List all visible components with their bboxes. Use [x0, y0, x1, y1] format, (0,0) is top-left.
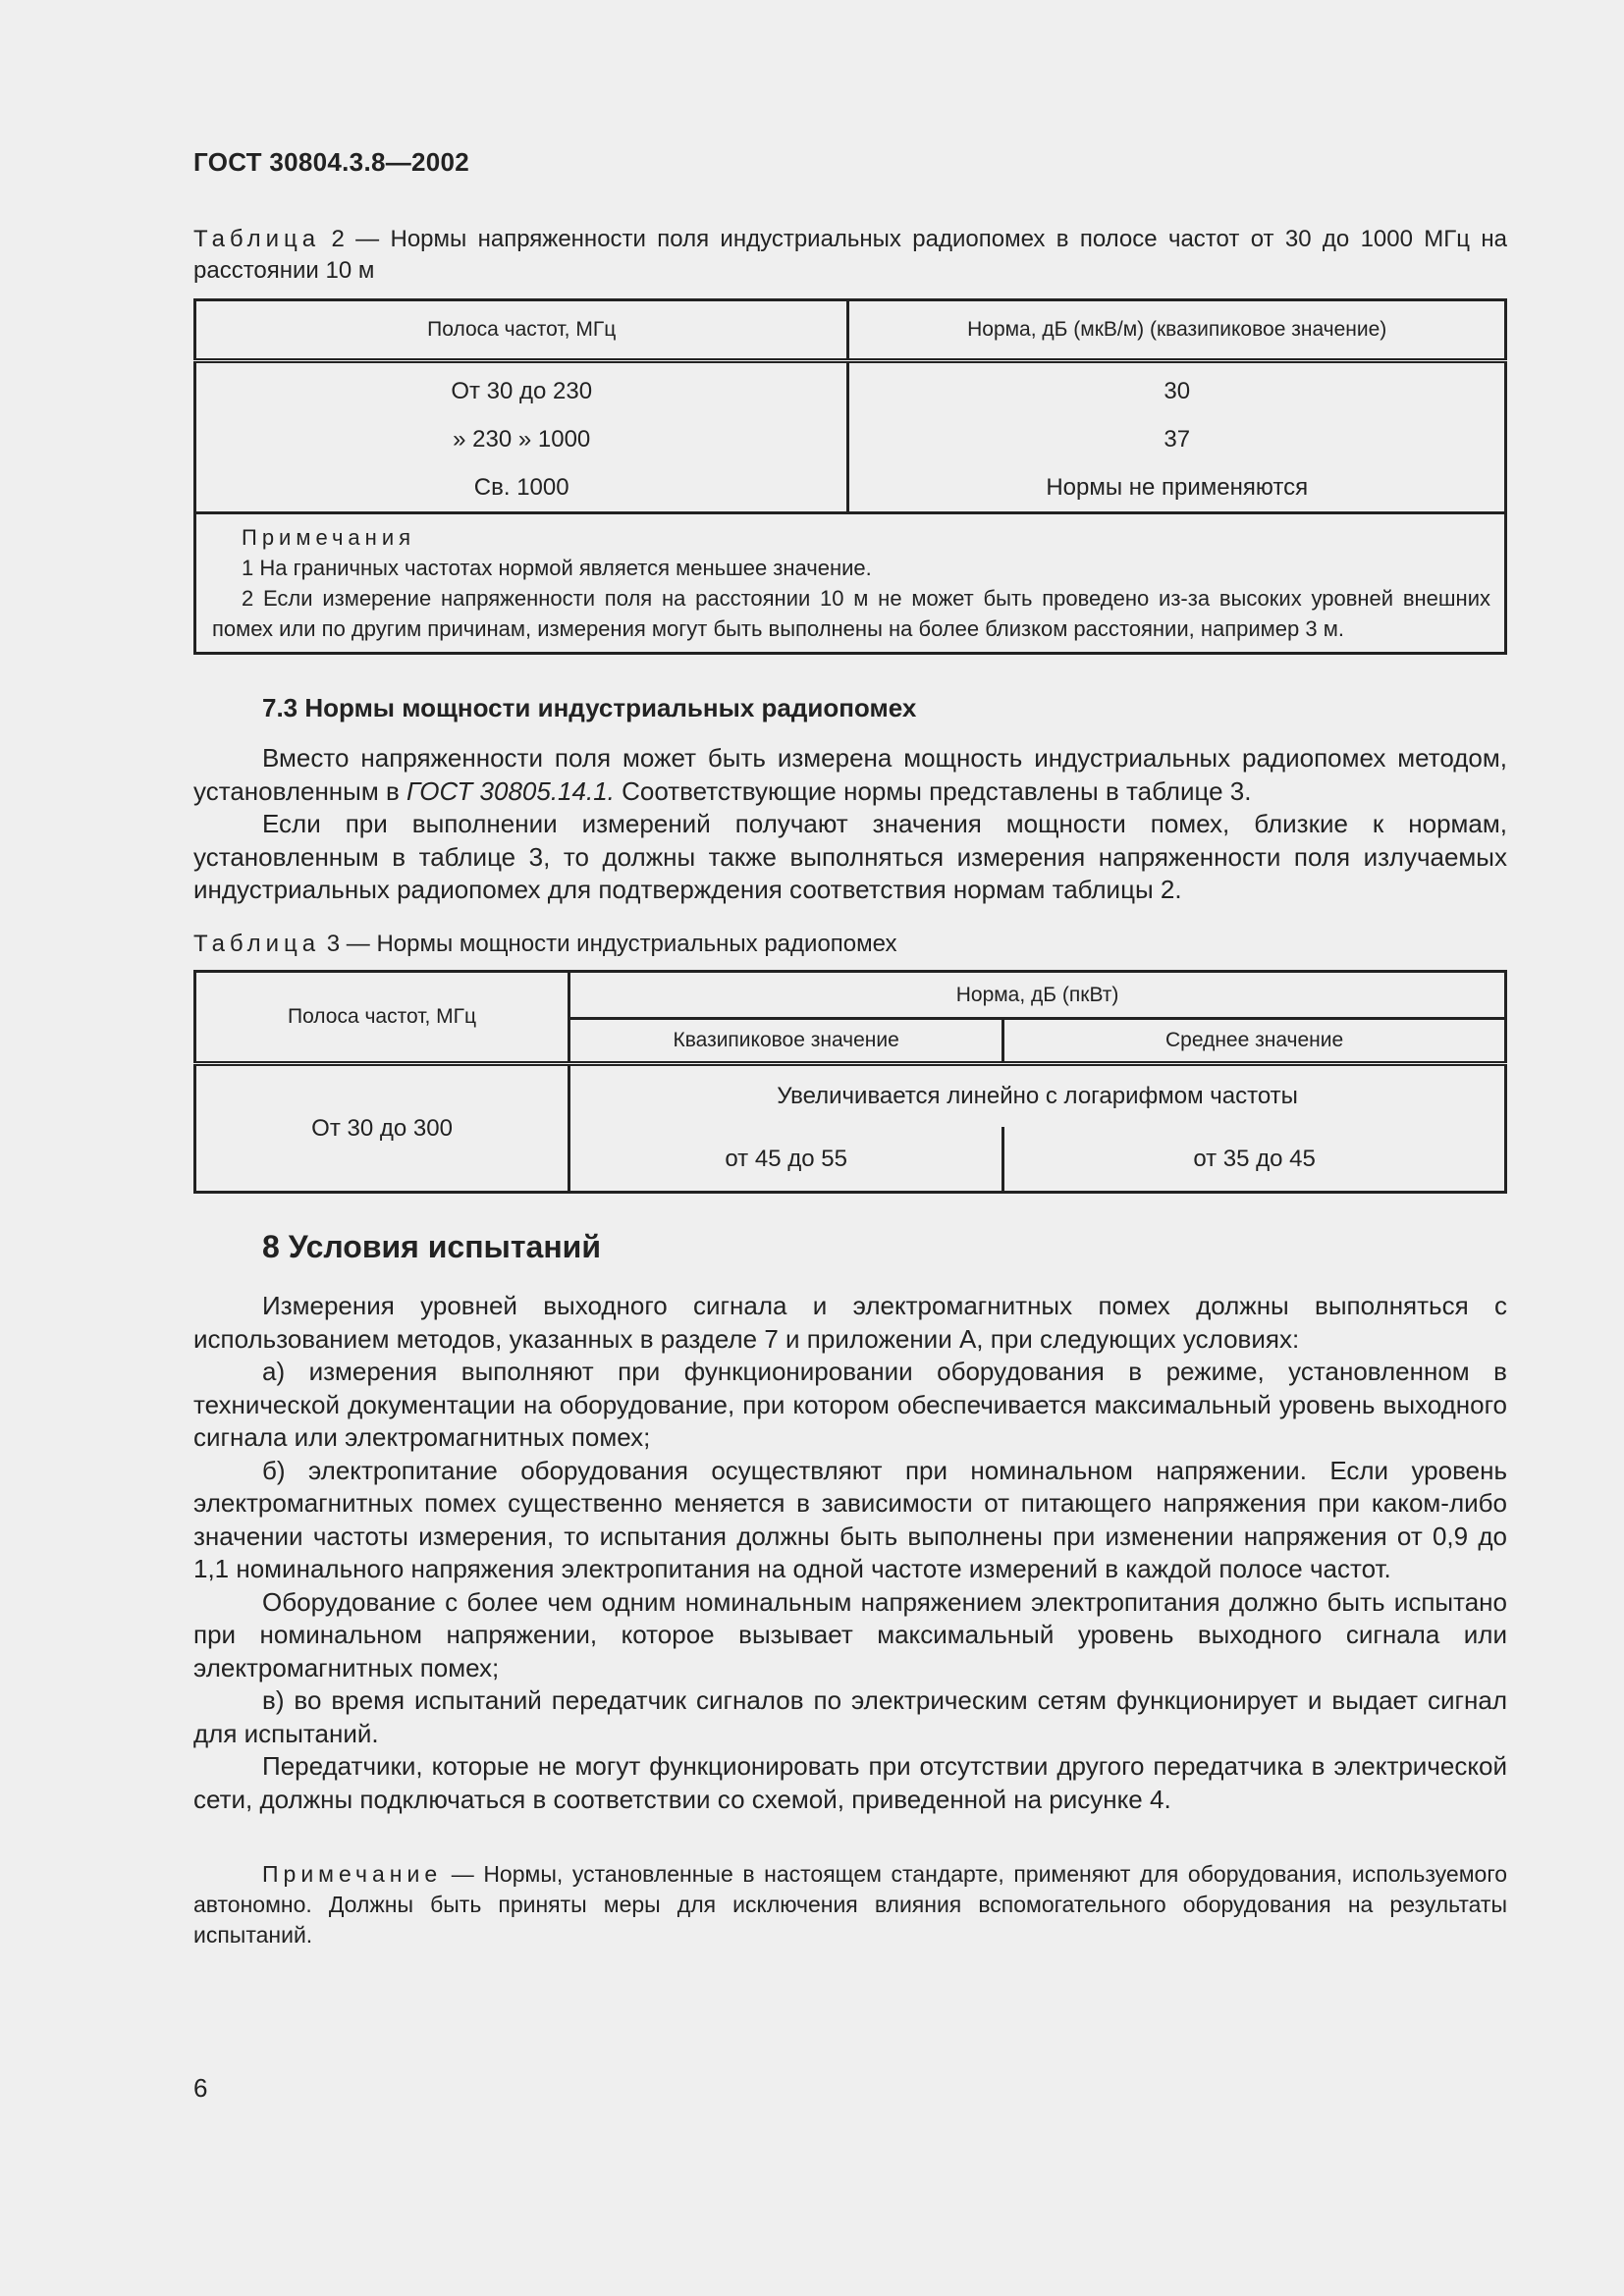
table3-norm-header: Норма, дБ (пкВт)	[569, 972, 1506, 1019]
table2-norm-cell	[848, 361, 1506, 513]
table3-band-value: От 30 до 300	[195, 1064, 569, 1193]
gost-reference: ГОСТ 30805.14.1.	[406, 775, 615, 806]
table2-norm-1: 37	[1164, 426, 1191, 453]
section-8-note-text: — Нормы, установленные в настоящем стандарте, применяют для оборудования, используемого автономно. Должны быть приняты меры для исключения влияния вспомогательного оборудования на результаты испытаний.	[193, 1861, 1507, 1948]
section-7-3-title: 7.3 Нормы мощности индустриальных радиопомех	[262, 693, 917, 722]
table2-body-row	[195, 361, 1506, 513]
section-8-paragraph-1: Измерения уровней выходного сигнала и электромагнитных помех должны выполняться с использованием методов, указанных в разделе 7 и приложении А, при следующих условиях:	[193, 1291, 1507, 1354]
table2-note-2: 2 Если измерение напряженности поля на расстоянии 10 м не может быть проведено из-за высоких уровней внешних помех или по другим причинам, измерения могут быть выполнены на более близком расстоянии, например 3 м.	[212, 586, 1490, 641]
table3-caption	[193, 929, 896, 960]
table3-quasi-header: Квазипиковое значение	[569, 1019, 1003, 1064]
section-7-3-paragraph-2: Если при выполнении измерений получают значения мощности помех, близкие к нормам, установленным в таблице 3, то должны также выполняться измерения напряженности поля излучаемых индустриальных радиопомех для подтверждения соответствия нормам таблицы 2.	[193, 809, 1507, 904]
section-8-note-label: Примечание	[262, 1861, 443, 1887]
table2	[193, 298, 1507, 655]
table2-band-cell	[195, 361, 848, 513]
section-8-paragraph-equipment: Оборудование с более чем одним номинальным напряжением электропитания должно быть испытано при номинальном напряжении, которое вызывает максимальный уровень выходного сигнала или электромагнитных помех;	[193, 1586, 1507, 1682]
section-8-paragraph-transmitters: Передатчики, которые не могут функционировать при отсутствии другого передатчика в электрической сети, должны подключаться в соответствии со схемой, приведенной на рисунке 4.	[193, 1751, 1507, 1814]
table2-note-1: 1 На граничных частотах нормой является меньшее значение.	[242, 556, 872, 580]
table3-merged-note: Увеличивается линейно с логарифмом частоты	[569, 1064, 1506, 1128]
table2-notes	[195, 513, 1506, 654]
section-8-note	[193, 1859, 1507, 1950]
table3	[193, 970, 1507, 1194]
table2-norm-0: 30	[1164, 378, 1191, 404]
section-7-3-paragraph-1	[193, 742, 1507, 808]
section-8-title: 8 Условия испытаний	[262, 1229, 601, 1264]
section-8-item-b: б) электропитание оборудования осуществляют при номинальном напряжении. Если уровень электромагнитных помех существенно меняется в зависимости от питающего напряжения при каком-либо значении частоты измерения, то испытания должны быть выполнены при изменении напряжения от 0,9 до 1,1 номинального напряжения электропитания на одной частоте измерений в каждой полосе частот.	[193, 1455, 1507, 1583]
section-7-3-p1-text: Вместо напряженности поля может быть измерена мощность индустриальных радиопомех методом, установленным в	[193, 743, 1507, 806]
page-number: 6	[193, 2073, 208, 2103]
table2-notes-row	[195, 513, 1506, 654]
section-8-note-paragraph	[193, 1859, 1507, 1950]
table2-col1-header: Полоса частот, МГц	[195, 300, 848, 361]
table3-header-row-1	[195, 972, 1506, 1019]
table2-caption-text: 2 — Нормы напряженности поля индустриальных радиопомех в полосе частот от 30 до 1000 МГц на расстоянии 10 м	[193, 226, 1507, 284]
table3-data-row-1	[195, 1064, 1506, 1128]
table3-avg-value: от 35 до 45	[1003, 1127, 1506, 1193]
table3-caption-text: 3 — Нормы мощности индустриальных радиопомех	[320, 931, 897, 957]
table3-quasi-value: от 45 до 55	[569, 1127, 1003, 1193]
table2-header-row	[195, 300, 1506, 361]
table2-col2-header: Норма, дБ (мкВ/м) (квазипиковое значение)	[848, 300, 1506, 361]
table3-band-header: Полоса частот, МГц	[195, 972, 569, 1064]
table3-avg-header: Среднее значение	[1003, 1019, 1506, 1064]
table3-caption-label: Таблица	[193, 931, 321, 957]
section-8-item-a: а) измерения выполняют при функционировании оборудования в режиме, установленном в технической документации на оборудование, при котором обеспечивается максимальный уровень выходного сигнала или электромагнитных помех;	[193, 1357, 1507, 1452]
table2-band-2: Св. 1000	[473, 474, 569, 501]
section-8-body	[193, 1290, 1507, 1816]
table2-band-0: От 30 до 230	[451, 378, 593, 404]
section-8-item-c: в) во время испытаний передатчик сигналов по электрическим сетям функционирует и выдает сигнал для испытаний.	[193, 1685, 1507, 1748]
section-7-3-body	[193, 742, 1507, 907]
section-7-3-p1-tail: Соответствующие нормы представлены в таблице 3.	[614, 775, 1252, 806]
document-code: ГОСТ 30804.3.8—2002	[193, 147, 470, 177]
table2-notes-title: Примечания	[242, 525, 416, 550]
table2-caption	[193, 224, 1507, 287]
table2-caption-label: Таблица	[193, 226, 321, 252]
table2-norm-2: Нормы не применяются	[1046, 474, 1309, 501]
table2-band-1: » 230 » 1000	[453, 426, 591, 453]
